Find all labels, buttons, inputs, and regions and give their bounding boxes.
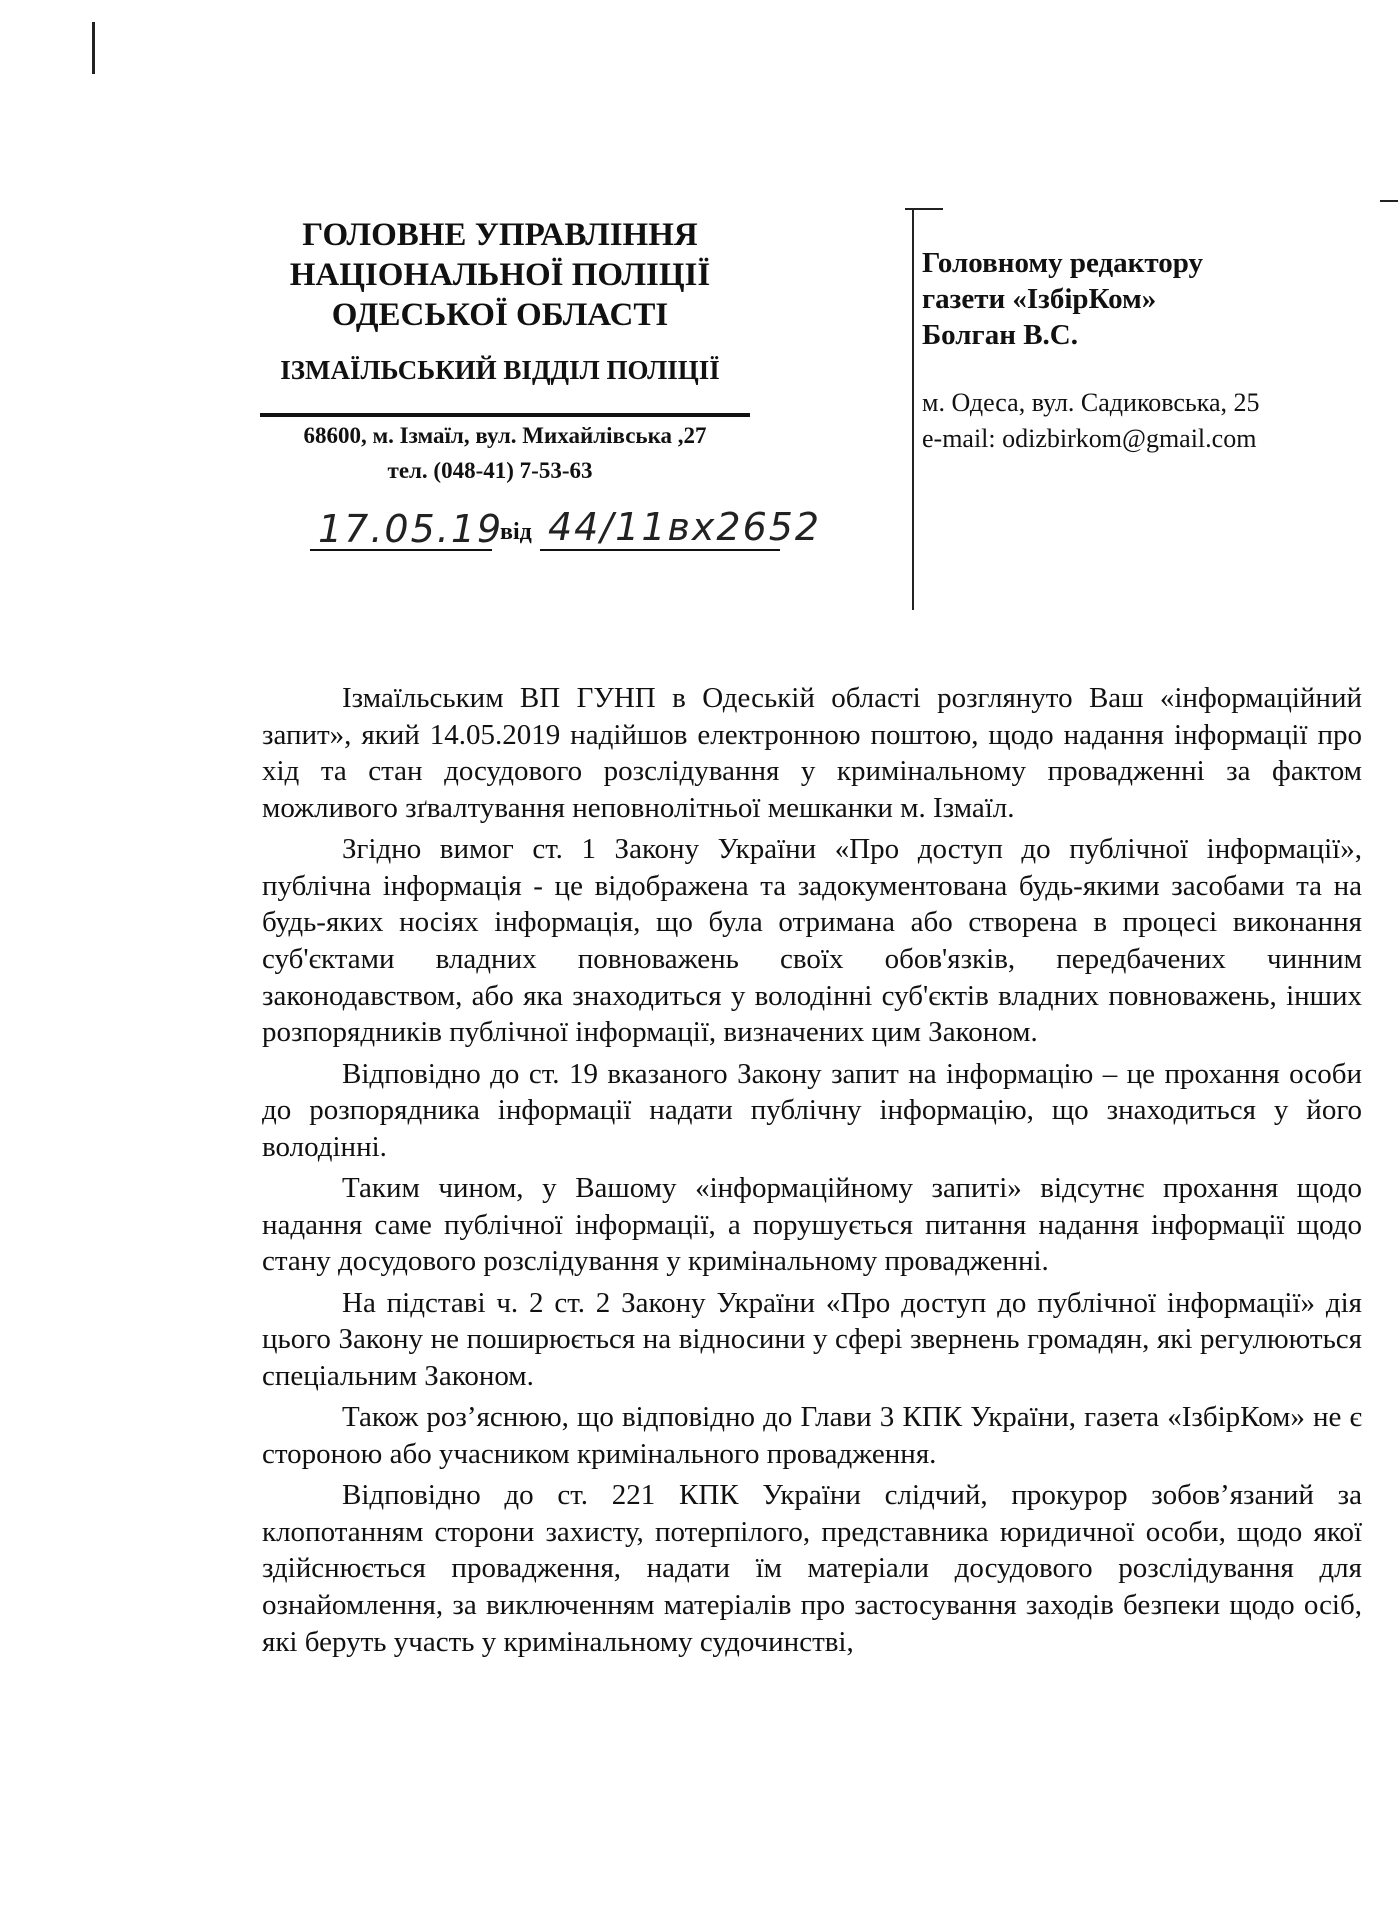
recipient-line: Головному редактору [922, 247, 1203, 279]
org-line: ОДЕСЬКОЇ ОБЛАСТІ [331, 297, 669, 333]
org-line: НАЦІОНАЛЬНОЇ ПОЛІЦІЇ [289, 257, 711, 293]
body-paragraph: На підставі ч. 2 ст. 2 Закону України «Про доступ до публічної інформації» дія цього Закону не поширюється на відносини у сфері звернень громадян, які регулюються спеціальним Законом. [262, 1286, 1362, 1392]
letter-body [262, 680, 1362, 1665]
department-name: ІЗМАЇЛЬСЬКИЙ ВІДДІЛ ПОЛІЦІЇ [280, 355, 720, 385]
recipient-address: м. Одеса, вул. Садиковська, 25 [922, 388, 1260, 417]
sender-address: 68600, м. Ізмаїл, вул. Михайлівська ,27 [303, 423, 707, 448]
scan-mark [92, 22, 95, 74]
date-underline [310, 549, 492, 551]
recipient-email: e-mail: odizbirkom@gmail.com [922, 424, 1257, 453]
number-underline [540, 549, 780, 551]
org-line: ГОЛОВНЕ УПРАВЛІННЯ [302, 217, 698, 253]
body-paragraph: Відповідно до ст. 221 КПК України слідчий, прокурор зобов’язаний за клопотанням сторони захисту, потерпілого, представника юридичної особи, щодо якої здійснюється провадження, надати їм матеріали досудового розслідування для ознайомлення, за виключенням матеріалів про застосування заходів безпеки щодо осіб, які беруть участь у кримінальному судочинстві, [262, 1479, 1362, 1658]
sender-phone: тел. (048-41) 7-53-63 [387, 458, 593, 483]
body-paragraph: Таким чином, у Вашому «інформаційному запиті» відсутнє прохання щодо надання саме публічної інформації, а порушується питання надання інформації щодо стану досудового розслідування у кримінальному провадженні. [262, 1172, 1362, 1278]
recipient-line: Болган В.С. [922, 319, 1078, 351]
recipient-bracket [912, 210, 914, 610]
scan-mark [1380, 200, 1398, 202]
recipient-name [922, 245, 1203, 353]
organization-name [250, 215, 750, 335]
header-divider [260, 413, 750, 417]
registration-date: 17.05.19 [318, 507, 504, 551]
body-paragraph: Згідно вимог ст. 1 Закону України «Про доступ до публічної інформації», публічна інформація - це відображена та задокументована будь-якими засобами та на будь-яких носіях інформація, що була отримана або створена в процесі виконання суб'єктами владних повноважень своїх обов'язків, передбачених чинним законодавством, або яка знаходиться у володінні суб'єктів владних повноважень, інших розпорядників публічної інформації, визначених цим Законом. [262, 833, 1362, 1049]
recipient-line: газети «ІзбірКом» [922, 283, 1157, 315]
from-word: від [500, 519, 532, 545]
recipient-contacts [922, 385, 1260, 457]
body-paragraph: Відповідно до ст. 19 вказаного Закону запит на інформацію – це прохання особи до розпорядника інформації надати публічну інформацію, що знаходиться у його володінні. [262, 1057, 1362, 1163]
recipient-corner-mark [905, 208, 943, 210]
body-paragraph: Також роз’яснюю, що відповідно до Глави 3 КПК України, газета «ІзбірКом» не є стороною або учасником кримінального провадження. [262, 1401, 1362, 1470]
body-paragraph: Ізмаїльським ВП ГУНП в Одеській області розглянуто Ваш «інформаційний запит», який 14.05.2019 надійшов електронною поштою, щодо надання інформації про хід та стан досудового розслідування у кримінальному провадженні за фактом можливого зґвалтування неповнолітньої мешканки м. Ізмаїл. [262, 682, 1362, 824]
registration-number: 44/11вх2652 [548, 505, 822, 549]
registration-line [310, 505, 822, 555]
